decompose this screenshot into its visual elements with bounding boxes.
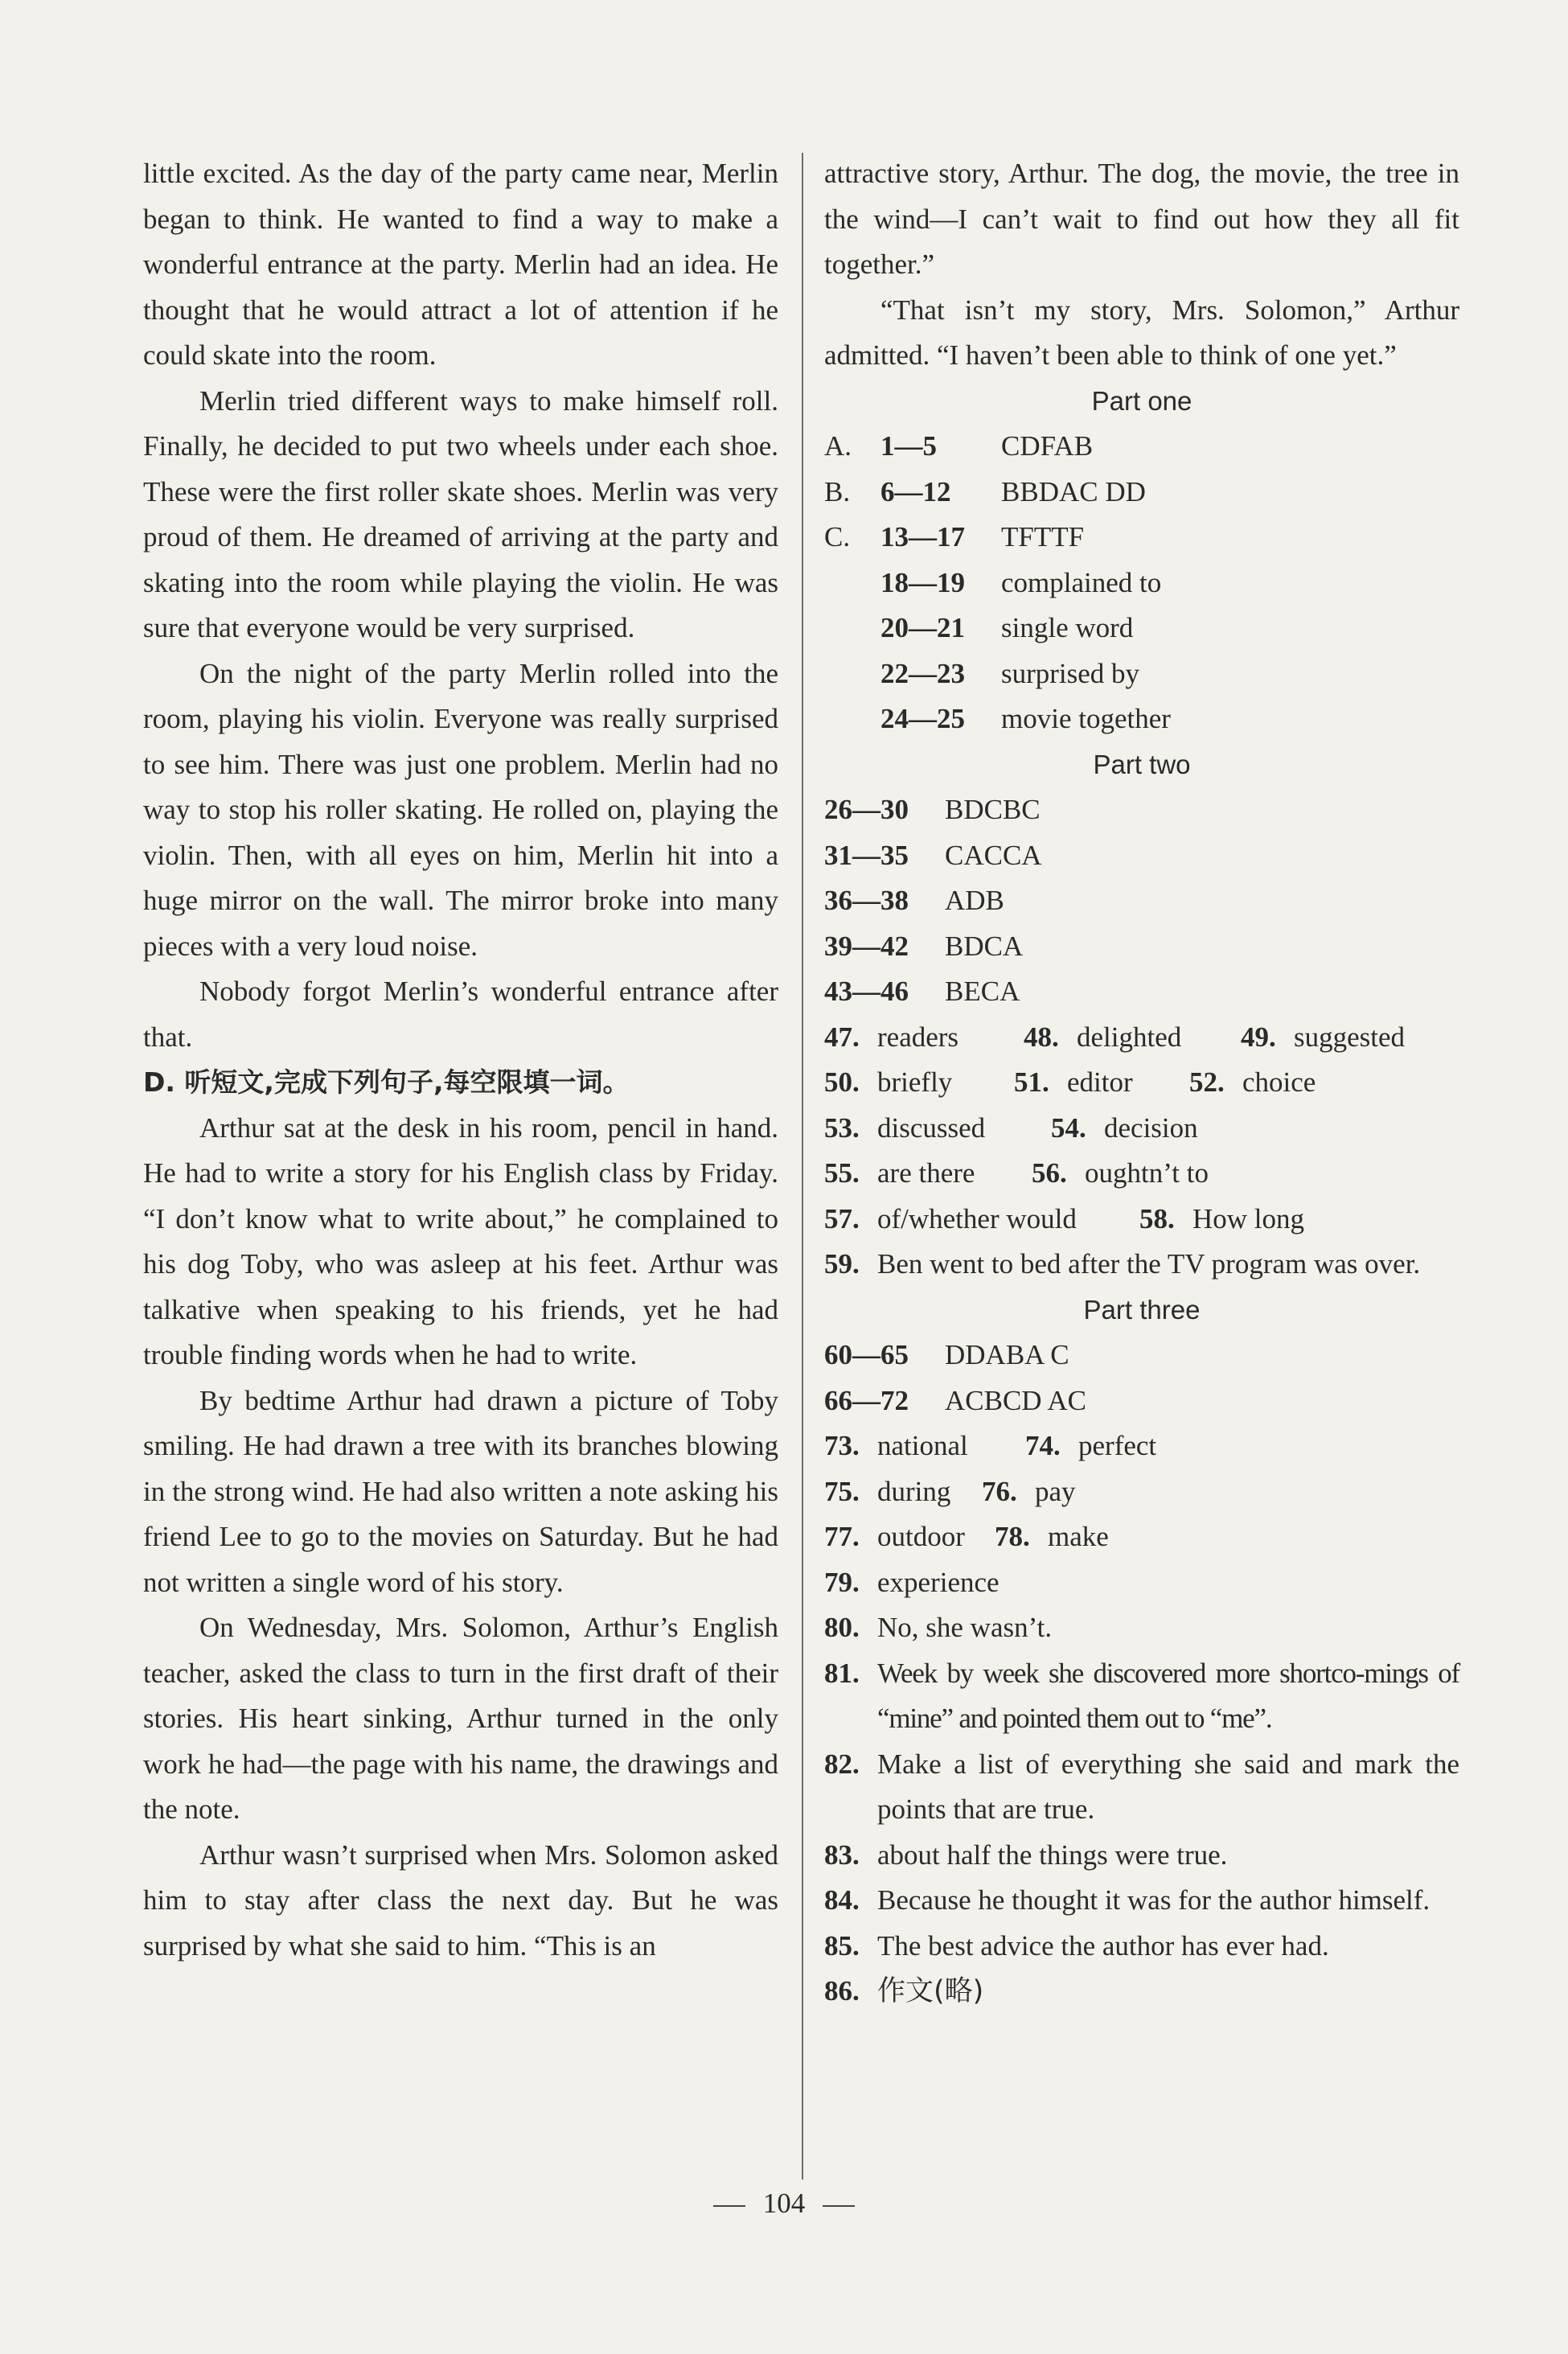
section-d-heading: D. 听短文,完成下列句子,每空限填一词。 <box>143 1066 630 1098</box>
item-answer: Ben went to bed after the TV program was over. <box>877 1248 1421 1280</box>
item-answer: outdoor <box>877 1521 965 1552</box>
item-number: 47. <box>824 1021 860 1053</box>
item-answer: Because he thought it was for the author himself. <box>877 1884 1430 1916</box>
answer-row <box>824 969 1459 1015</box>
item-answer: editor <box>1067 1066 1133 1098</box>
item-number: 76. <box>982 1475 1017 1507</box>
item-number: 52. <box>1189 1066 1225 1098</box>
right-column <box>824 151 1459 2015</box>
item-number: 49. <box>1241 1021 1276 1053</box>
item-number: 78. <box>995 1521 1030 1552</box>
answer-row <box>824 1560 1459 1606</box>
answer-range: 18—19 <box>880 566 965 598</box>
part-three-title: Part three <box>1083 1294 1201 1325</box>
item-number: 83. <box>824 1838 860 1871</box>
item-number: 51. <box>1014 1066 1049 1098</box>
answer-range: 36—38 <box>824 885 909 916</box>
item-answer: of/whether would <box>877 1202 1077 1235</box>
answer-value: single word <box>1001 612 1134 643</box>
item-answer: perfect <box>1078 1430 1157 1461</box>
footer-dash <box>713 2205 745 2207</box>
item-answer: readers <box>877 1021 959 1053</box>
answer-row <box>824 1197 1459 1243</box>
answer-row <box>824 696 1459 742</box>
story-paragraph: attractive story, Arthur. The dog, the movie, the tree in the wind—I can’t wait to find out how they all fit together.” <box>824 158 1459 280</box>
answer-value: surprised by <box>1001 657 1140 689</box>
item-number: 84. <box>824 1884 860 1916</box>
item-answer: national <box>877 1430 968 1461</box>
answer-value: DDABA C <box>945 1339 1069 1370</box>
answer-range: 22—23 <box>880 657 965 689</box>
item-number: 75. <box>824 1475 860 1507</box>
answer-value: CDFAB <box>1001 430 1094 462</box>
item-answer: The best advice the author has ever had. <box>877 1929 1329 1962</box>
story-paragraph: By bedtime Arthur had drawn a picture of Toby smiling. He had drawn a tree with its branches blowing in the strong wind. He had also written a note asking his friend Lee to go to the movies on Saturday. But he had not written a single word of his story. <box>143 1384 778 1598</box>
answer-range: 20—21 <box>880 612 965 643</box>
answer-row <box>824 1878 1459 1924</box>
story-paragraph: On the night of the party Merlin rolled into the room, playing his violin. Everyone was really surprised to see him. There was just one problem. Merlin had no way to stop his roller skating. He rolled on, playing the violin. Then, with all eyes on him, Merlin hit into a huge mirror on the wall. The mirror broke into many pieces with a very loud noise. <box>143 657 778 962</box>
item-answer: experience <box>877 1566 999 1598</box>
item-answer: briefly <box>877 1066 953 1098</box>
answer-row <box>824 1742 1459 1833</box>
answer-row <box>824 1151 1459 1197</box>
answer-range: 43—46 <box>824 976 909 1007</box>
answer-value: TFTTF <box>1001 521 1085 553</box>
answer-value: ACBCD AC <box>945 1384 1087 1416</box>
story-paragraph: “That isn’t my story, Mrs. Solomon,” Arthur admitted. “I haven’t been able to think of one yet.” <box>824 294 1459 371</box>
item-answer: make <box>1048 1521 1109 1552</box>
answer-range: 24—25 <box>880 703 965 734</box>
answer-row <box>824 1242 1459 1288</box>
story-paragraph: Merlin tried different ways to make himself roll. Finally, he decided to put two wheels under each shoe. These were the first roller skate shoes. Merlin was very proud of them. He dreamed of arriving at the party and skating into the room while playing the violin. He was sure that everyone would be very surprised. <box>143 384 778 643</box>
answer-range: 31—35 <box>824 839 909 871</box>
story-paragraph: Arthur sat at the desk in his room, pencil in hand. He had to write a story for his English class by Friday. “I don’t know what to write about,” he complained to his dog Toby, who was asleep at his feet. Arthur was talkative when speaking to his friends, yet he had trouble finding words when he had to write. <box>143 1111 778 1370</box>
item-number: 59. <box>824 1248 860 1280</box>
item-answer: oughtn’t to <box>1085 1157 1209 1189</box>
item-answer: are there <box>877 1157 975 1189</box>
item-number: 73. <box>824 1430 860 1461</box>
item-number: 55. <box>824 1157 860 1189</box>
story-paragraph: Arthur wasn’t surprised when Mrs. Solomon asked him to stay after class the next day. But he was surprised by what she said to him. “This is an <box>143 1838 778 1962</box>
item-number: 56. <box>1032 1157 1067 1189</box>
story-paragraph: Nobody forgot Merlin’s wonderful entrance after that. <box>143 976 778 1053</box>
answer-letter: B. <box>824 475 851 507</box>
item-answer: No, she wasn’t. <box>877 1612 1053 1643</box>
item-answer: suggested <box>1294 1021 1406 1053</box>
item-number: 48. <box>1024 1021 1059 1053</box>
answer-value: complained to <box>1001 566 1162 598</box>
answer-value: CACCA <box>945 839 1042 871</box>
item-number: 54. <box>1051 1111 1086 1144</box>
answer-value: BDCBC <box>945 794 1041 825</box>
answer-value: BDCA <box>945 930 1024 962</box>
answer-value: BECA <box>945 976 1020 1007</box>
item-answer: decision <box>1104 1111 1198 1144</box>
item-answer: Week by week she discovered more shortco-mings of “mine” and pointed them out to “me”. <box>877 1657 1459 1734</box>
footer-dash <box>823 2205 855 2207</box>
answer-value: BBDAC DD <box>1001 475 1146 507</box>
answer-row <box>824 424 1459 470</box>
answer-row <box>824 515 1459 561</box>
item-number: 79. <box>824 1566 860 1598</box>
story-paragraph: On Wednesday, Mrs. Solomon, Arthur’s English teacher, asked the class to turn in the first draft of their stories. His heart sinking, Arthur turned in the only work he had—the page with his name, the drawings and the note. <box>143 1612 778 1825</box>
item-number: 86. <box>824 1975 860 2007</box>
item-number: 77. <box>824 1521 860 1552</box>
page-number: 104 <box>762 2188 806 2219</box>
answer-range: 26—30 <box>824 794 909 825</box>
part-two-title: Part two <box>1093 749 1191 779</box>
item-number: 50. <box>824 1066 860 1098</box>
answer-row <box>824 1969 1459 2015</box>
answer-range: 60—65 <box>824 1339 909 1370</box>
answer-row <box>824 924 1459 970</box>
answer-row <box>824 1833 1459 1879</box>
item-number: 85. <box>824 1929 860 1962</box>
item-answer: during <box>877 1475 951 1507</box>
item-number: 74. <box>1025 1430 1061 1461</box>
part-one-title: Part one <box>1091 385 1192 416</box>
item-number: 80. <box>824 1612 860 1643</box>
answer-row <box>824 1924 1459 1970</box>
item-number: 81. <box>824 1657 860 1689</box>
answer-row <box>824 1333 1459 1378</box>
answer-value: movie together <box>1001 703 1171 734</box>
answer-row <box>824 1514 1459 1560</box>
answer-row <box>824 833 1459 879</box>
answer-row <box>824 787 1459 833</box>
item-answer: Make a list of everything she said and mark the points that are true. <box>877 1748 1459 1825</box>
story-paragraph: little excited. As the day of the party came near, Merlin began to think. He wanted to find a way to make a wonderful entrance at the party. Merlin had an idea. He thought that he would attract a lot of attention if he could skate into the room. <box>143 158 778 371</box>
item-number: 58. <box>1139 1202 1175 1235</box>
answer-range: 66—72 <box>824 1384 909 1416</box>
item-answer: How long <box>1192 1202 1305 1235</box>
answer-range: 39—42 <box>824 930 909 962</box>
item-answer: discussed <box>877 1111 986 1144</box>
answer-row <box>824 1651 1459 1742</box>
answer-row <box>824 1378 1459 1424</box>
left-column <box>143 151 778 1969</box>
item-number: 57. <box>824 1202 860 1235</box>
answer-row <box>824 1469 1459 1515</box>
item-answer: pay <box>1035 1475 1076 1507</box>
answer-row <box>824 1423 1459 1469</box>
page-footer <box>0 2188 1568 2220</box>
answer-range: 1—5 <box>880 430 937 462</box>
item-answer: delighted <box>1077 1021 1182 1053</box>
column-divider <box>802 153 803 2179</box>
answer-row <box>824 1605 1459 1651</box>
item-number: 53. <box>824 1111 860 1144</box>
answer-range: 6—12 <box>880 475 951 507</box>
item-answer: choice <box>1242 1066 1316 1098</box>
answer-row <box>824 1106 1459 1152</box>
item-number: 82. <box>824 1748 860 1780</box>
item-answer: about half the things were true. <box>877 1838 1228 1871</box>
answer-row <box>824 561 1459 606</box>
answer-letter: C. <box>824 521 851 553</box>
answer-range: 13—17 <box>880 521 965 553</box>
answer-row <box>824 651 1459 697</box>
answer-row <box>824 878 1459 924</box>
answer-row <box>824 470 1459 516</box>
answer-letter: A. <box>824 430 852 462</box>
answer-row <box>824 1060 1459 1106</box>
item-answer: 作文(略) <box>877 1975 984 2007</box>
answer-value: ADB <box>945 885 1004 916</box>
answer-row <box>824 606 1459 651</box>
answer-row <box>824 1015 1459 1061</box>
